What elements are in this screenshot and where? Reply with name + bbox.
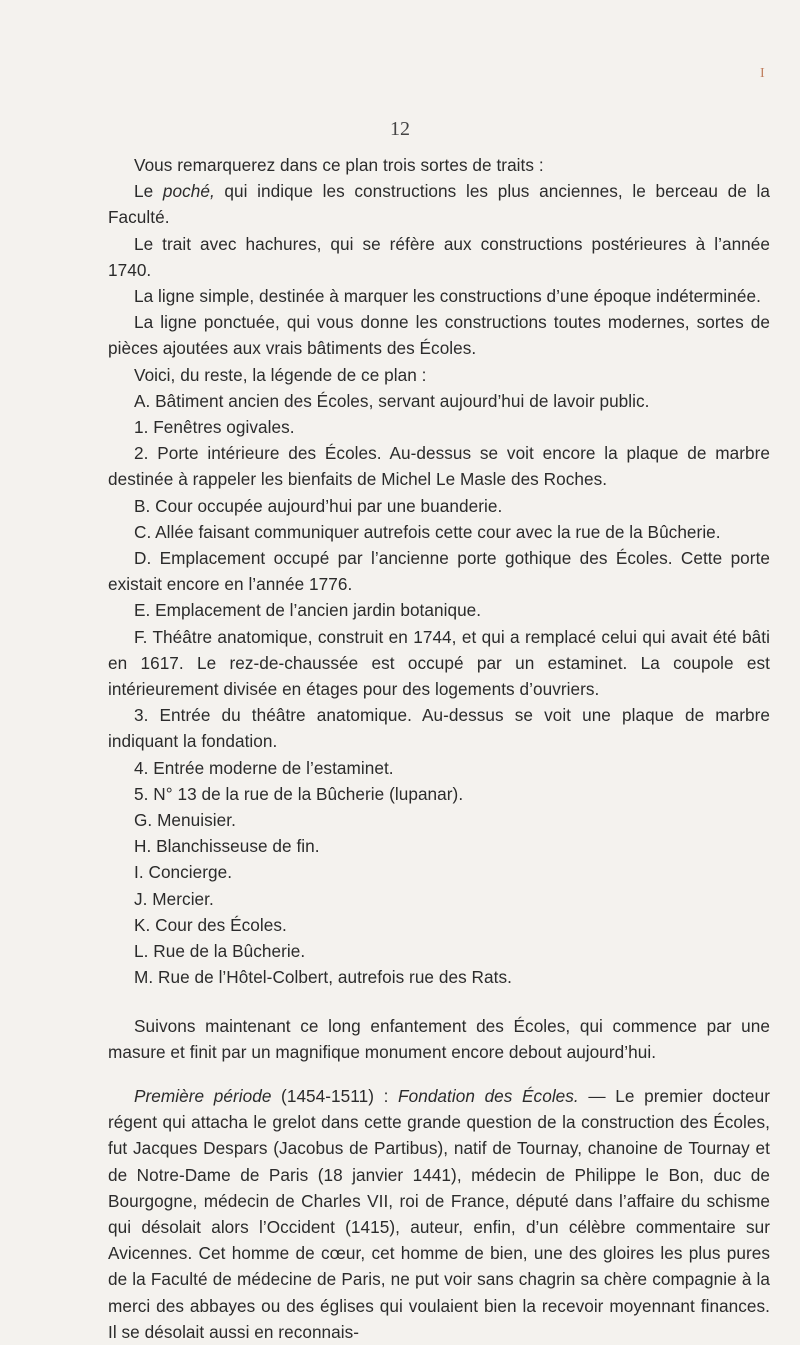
legend-item-I: I. Concierge. [134,862,233,883]
legend-item-3: 3. Entrée du théâtre anatomique. Au-dessus se voit une plaque de marbre indiquant la fondation. [108,705,770,752]
legend-item-A: A. Bâtiment ancien des Écoles, servant aujourd’hui de lavoir public. [134,390,650,411]
intro-paragraph-5: La ligne ponctuée, qui vous donne les constructions toutes modernes, sortes de pièces ajoutées aux vrais bâtiments des Écoles. [108,312,770,359]
transition-paragraph: Suivons maintenant ce long enfantement des Écoles, qui commence par une masure et finit par un magnifique monument encore debout aujourd’hui. [108,1015,770,1062]
legend-item-F: F. Théâtre anatomique, construit en 1744, et qui a remplacé celui qui avait été bâti en 1617. Le rez-de-chaussée est occupé par un estaminet. La coupole est intérieurement divisée en étages pour des logements d’ouvriers. [108,626,770,700]
period-dates: (1454-1511) : [271,1085,399,1106]
legend-item-B: B. Cour occupée aujourd’hui par une buanderie. [134,495,503,516]
legend-item-4: 4. Entrée moderne de l’estaminet. [134,757,394,778]
intro-p2-suffix: qui indique les constructions les plus anciennes, le berceau de la Faculté. [108,181,770,228]
legend-item-H: H. Blanchisseuse de fin. [134,836,320,857]
legend-item-J: J. Mercier. [134,888,214,909]
period-heading: Première période [134,1085,272,1106]
legend-item-2: 2. Porte intérieure des Écoles. Au-dessus se voit encore la plaque de marbre destinée à rappeler les bienfaits de Michel Le Masle des Roches. [108,443,770,490]
intro-paragraph-6: Voici, du reste, la légende de ce plan : [134,364,427,385]
stray-mark: I [760,66,765,81]
intro-paragraph-4: La ligne simple, destinée à marquer les constructions d’une époque indéterminée. [134,286,761,307]
page-number: 12 [390,118,410,140]
body-text [108,152,770,1345]
legend-item-1: 1. Fenêtres ogivales. [134,417,295,438]
legend-item-L: L. Rue de la Bûcherie. [134,941,306,962]
period-paragraph [108,1083,770,1345]
legend-item-G: G. Menuisier. [134,810,236,831]
legend-item-K: K. Cour des Écoles. [134,914,287,935]
legend-item-E: E. Emplacement de l’ancien jardin botanique. [134,600,482,621]
intro-p2-emphasis: poché, [162,181,215,202]
intro-paragraph-1: Vous remarquerez dans ce plan trois sortes de traits : [134,155,544,175]
legend-item-D: D. Emplacement occupé par l’ancienne porte gothique des Écoles. Cette porte existait encore en l’année 1776. [108,548,770,595]
period-subtitle: Fondation des Écoles. [398,1085,579,1106]
intro-paragraph-3: Le trait avec hachures, qui se réfère aux constructions postérieures à l’année 1740. [108,233,770,280]
legend-item-C: C. Allée faisant communiquer autrefois cette cour avec la rue de la Bûcherie. [134,521,721,542]
intro-p2-prefix: Le [134,181,163,202]
legend-item-M: M. Rue de l’Hôtel-Colbert, autrefois rue des Rats. [134,967,512,988]
intro-paragraph-2 [108,178,770,230]
period-text: — Le premier docteur régent qui attacha le grelot dans cette grande question de la construction des Écoles, fut Jacques Despars (Jacobus de Partibus), natif de Tournay, chanoine de Tournay et de Notre-Dame de Paris (18 janvier 1441), médecin de Philippe le Bon, duc de Bourgogne, médecin de Charles VII, roi de France, député dans l’affaire du schisme qui désolait alors l’Occident (1415), auteur, enfin, d’un célèbre commentaire sur Avicennes. Cet homme de cœur, cet homme de bien, une des gloires les plus pures de la Faculté de médecine de Paris, ne put voir sans chagrin sa chère compagnie à la merci des abbayes ou des églises qui voulaient bien la recevoir moyennant finances. Il se désolait aussi en reconnais- [108,1085,770,1342]
legend-item-5: 5. N° 13 de la rue de la Bûcherie (lupanar). [134,783,464,804]
